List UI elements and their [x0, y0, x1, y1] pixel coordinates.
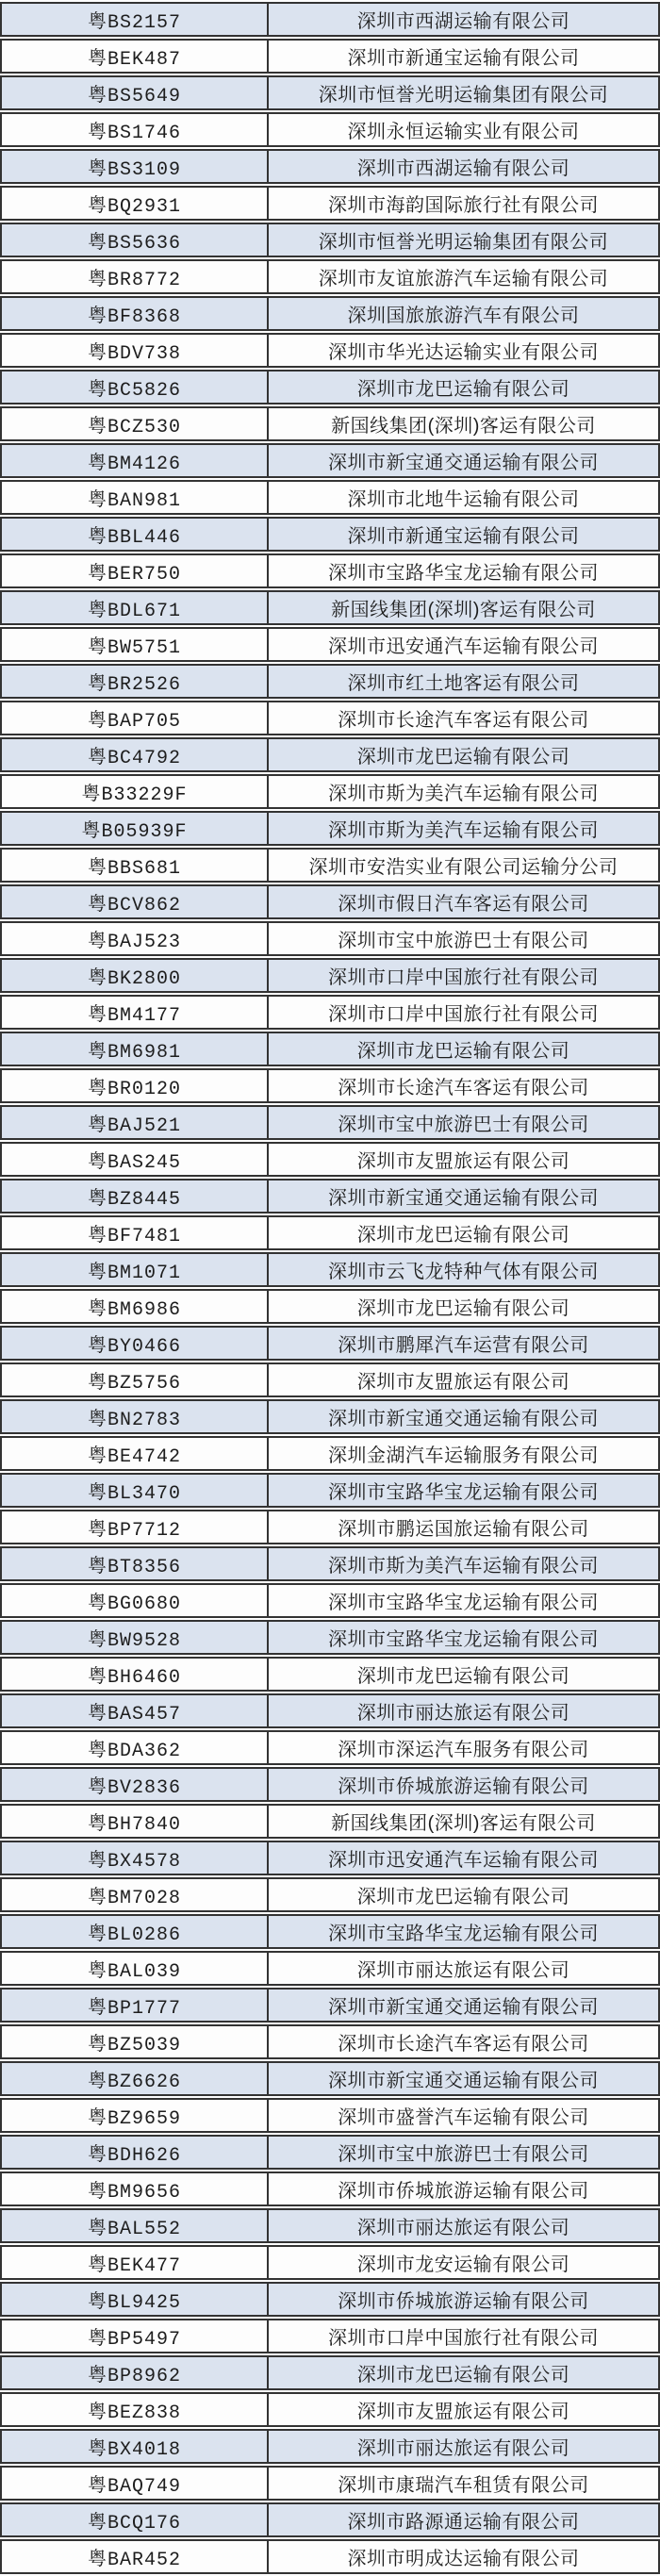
table-row [0, 737, 660, 772]
company-name-cell: 深圳市鹏运国旅运输有限公司 [338, 1519, 589, 1540]
plate-number-cell: 粤BCQ176 [2, 2504, 269, 2535]
table-row [0, 1988, 660, 2023]
table-row [0, 811, 660, 846]
plate-number-cell: 粤BN2783 [2, 1401, 269, 1432]
table-row [0, 2245, 660, 2280]
plate-number-cell: 粤BY0466 [2, 1328, 269, 1359]
table-row [0, 186, 660, 221]
plate-number-cell: 粤BX4578 [2, 1842, 269, 1874]
table-row [0, 333, 660, 368]
table-row [0, 884, 660, 919]
company-name-cell: 深圳市丽达旅运有限公司 [356, 1703, 570, 1724]
company-name-cell: 深圳市龙巴运输有限公司 [356, 1298, 570, 1319]
company-name-cell: 深圳市安浩实业有限公司运输分公司 [308, 857, 619, 878]
table-row [0, 259, 660, 294]
table-row [0, 958, 660, 993]
plate-number-cell: 粤BW5751 [2, 629, 269, 660]
plate-number-cell: 粤BP5497 [2, 2320, 269, 2352]
company-name-cell: 深圳市宝路华宝龙运输有限公司 [328, 563, 599, 584]
table-row [0, 1951, 660, 1986]
table-row [0, 480, 660, 515]
company-name-cell: 新国线集团(深圳)客运有限公司 [331, 600, 596, 620]
table-row [0, 1767, 660, 1802]
plate-number-cell: 粤BEK477 [2, 2247, 269, 2278]
table-row [0, 2135, 660, 2170]
plate-number-cell: 粤BZ6626 [2, 2063, 269, 2094]
table-row [0, 1841, 660, 1875]
plate-number-cell: 粤BZ5039 [2, 2026, 269, 2057]
company-name-cell: 深圳市龙巴运输有限公司 [356, 747, 570, 768]
table-row [0, 149, 660, 184]
company-name-cell: 深圳市宝路华宝龙运输有限公司 [328, 1924, 599, 1944]
company-name-cell: 深圳市丽达旅运有限公司 [356, 1960, 570, 1981]
table-row [0, 517, 660, 552]
plate-number-cell: 粤BT8356 [2, 1548, 269, 1579]
plate-number-cell: 粤BC5826 [2, 372, 269, 403]
company-name-cell: 深圳市长途汽车客运有限公司 [338, 1078, 589, 1098]
plate-number-cell: 粤BZ9659 [2, 2100, 269, 2131]
table-row [0, 664, 660, 699]
company-name-cell: 深圳市盛誉汽车运输有限公司 [338, 2107, 589, 2128]
company-name-cell: 深圳市龙巴运输有限公司 [356, 379, 570, 400]
company-name-cell: 深圳市友谊旅游汽车运输有限公司 [318, 269, 609, 289]
table-row [0, 1142, 660, 1177]
company-name-cell: 深圳市侨城旅游运输有限公司 [338, 2181, 589, 2202]
company-name-cell: 深圳市宝中旅游巴士有限公司 [338, 931, 589, 951]
plate-number-cell: 粤BZ8445 [2, 1181, 269, 1212]
company-name-cell: 深圳市恒誉光明运输集团有限公司 [318, 232, 609, 253]
table-row [0, 406, 660, 441]
plate-number-cell: 粤BH7840 [2, 1806, 269, 1837]
company-name-cell: 深圳市龙巴运输有限公司 [356, 1041, 570, 1062]
company-name-cell: 深圳市侨城旅游运输有限公司 [338, 1776, 589, 1797]
plate-number-cell: 粤BV2836 [2, 1769, 269, 1800]
table-row [0, 1032, 660, 1066]
plate-number-cell: 粤BS3109 [2, 151, 269, 182]
plate-number-cell: 粤BR0120 [2, 1070, 269, 1101]
company-name-cell: 深圳市康瑞汽车租赁有限公司 [338, 2475, 589, 2496]
table-row [0, 1289, 660, 1324]
company-name-cell: 深圳市龙巴运输有限公司 [356, 1666, 570, 1687]
company-name-cell: 深圳市斯为美汽车运输有限公司 [328, 1556, 599, 1577]
table-row [0, 1436, 660, 1471]
company-name-cell: 深圳市友盟旅运有限公司 [356, 2402, 570, 2422]
table-row [0, 2061, 660, 2096]
table-row [0, 223, 660, 257]
plate-number-cell: 粤BAL552 [2, 2210, 269, 2241]
company-name-cell: 深圳市口岸中国旅行社有限公司 [328, 1004, 599, 1025]
company-name-cell: 深圳市丽达旅运有限公司 [356, 2438, 570, 2459]
company-name-cell: 深圳市云飞龙特种气体有限公司 [328, 1262, 599, 1282]
company-name-cell: 深圳市新通宝运输有限公司 [347, 526, 580, 547]
table-row [0, 1546, 660, 1581]
company-name-cell: 深圳市宝中旅游巴士有限公司 [338, 1115, 589, 1135]
company-name-cell: 深圳市口岸中国旅行社有限公司 [328, 967, 599, 988]
table-row [0, 2392, 660, 2427]
company-name-cell: 深圳市宝路华宝龙运输有限公司 [328, 1482, 599, 1503]
company-name-cell: 深圳市迅安通汽车运输有限公司 [328, 1850, 599, 1871]
plate-number-cell: 粤BL3470 [2, 1475, 269, 1506]
table-row [0, 1510, 660, 1544]
plate-number-cell: 粤BF7481 [2, 1217, 269, 1248]
company-name-cell: 深圳市新宝通交通运输有限公司 [328, 453, 599, 473]
company-name-cell: 深圳永恒运输实业有限公司 [347, 122, 580, 142]
table-row [0, 443, 660, 478]
company-name-cell: 深圳市鹏犀汽车运营有限公司 [338, 1335, 589, 1356]
company-name-cell: 深圳市龙安运输有限公司 [356, 2254, 570, 2275]
plate-number-cell: 粤BG0680 [2, 1585, 269, 1616]
company-name-cell: 深圳市海韵国际旅行社有限公司 [328, 195, 599, 216]
table-row [0, 1179, 660, 1214]
table-row [0, 1326, 660, 1361]
company-name-cell: 深圳金湖汽车运输服务有限公司 [328, 1445, 599, 1466]
table-row [0, 627, 660, 662]
plate-number-cell: 粤BM9656 [2, 2173, 269, 2204]
company-name-cell: 深圳市明成达运输有限公司 [347, 2549, 580, 2569]
table-row [0, 1877, 660, 1912]
plate-number-cell: 粤BS2157 [2, 4, 269, 35]
company-name-cell: 深圳市斯为美汽车运输有限公司 [328, 820, 599, 841]
plate-number-cell: 粤BX4018 [2, 2431, 269, 2462]
company-name-cell: 深圳市西湖运输有限公司 [356, 158, 570, 179]
company-name-cell: 深圳市友盟旅运有限公司 [356, 1372, 570, 1393]
table-row [0, 848, 660, 883]
plate-number-cell: 粤BL9425 [2, 2284, 269, 2315]
plate-number-cell: 粤BH6460 [2, 1659, 269, 1690]
company-name-cell: 深圳市侨城旅游运输有限公司 [338, 2291, 589, 2312]
table-row [0, 296, 660, 331]
company-name-cell: 新国线集团(深圳)客运有限公司 [331, 416, 596, 437]
plate-number-cell: 粤BDA362 [2, 1732, 269, 1763]
company-name-cell: 深圳市友盟旅运有限公司 [356, 1151, 570, 1172]
table-row [0, 921, 660, 956]
company-name-cell: 深圳市龙巴运输有限公司 [356, 1887, 570, 1907]
company-name-cell: 深圳市新宝通交通运输有限公司 [328, 1409, 599, 1429]
company-name-cell: 深圳市新宝通交通运输有限公司 [328, 2071, 599, 2091]
company-name-cell: 深圳市口岸中国旅行社有限公司 [328, 2328, 599, 2349]
plate-number-cell: 粤BAN981 [2, 482, 269, 513]
plate-number-cell: 粤BM7028 [2, 1879, 269, 1910]
table-row [0, 1620, 660, 1655]
company-name-cell: 深圳市迅安通汽车运输有限公司 [328, 636, 599, 657]
table-row [0, 1105, 660, 1140]
table-row [0, 2, 660, 37]
table-row [0, 995, 660, 1030]
plate-number-cell: 粤BQ2931 [2, 188, 269, 219]
plate-number-cell: 粤BEK487 [2, 41, 269, 72]
company-name-cell: 深圳市新通宝运输有限公司 [347, 48, 580, 69]
plate-number-cell: 粤BAR452 [2, 2541, 269, 2572]
table-row [0, 1693, 660, 1728]
plate-number-cell: 粤BE4742 [2, 1438, 269, 1469]
company-name-cell: 深圳市宝路华宝龙运输有限公司 [328, 1629, 599, 1650]
plate-number-cell: 粤BR2526 [2, 666, 269, 697]
company-name-cell: 深圳市龙巴运输有限公司 [356, 2365, 570, 2386]
company-name-cell: 深圳市新宝通交通运输有限公司 [328, 1188, 599, 1209]
plate-number-cell: 粤BM6986 [2, 1291, 269, 1322]
table-row [0, 1730, 660, 1765]
company-name-cell: 深圳市宝路华宝龙运输有限公司 [328, 1593, 599, 1613]
table-row [0, 75, 660, 110]
plate-number-cell: 粤BBS681 [2, 850, 269, 881]
company-name-cell: 深圳市假日汽车客运有限公司 [338, 894, 589, 915]
plate-number-cell: 粤BBL446 [2, 519, 269, 550]
plate-number-cell: 粤BL0286 [2, 1916, 269, 1947]
plate-number-cell: 粤BM4126 [2, 445, 269, 476]
plate-number-cell: 粤BDL671 [2, 592, 269, 623]
table-row [0, 1657, 660, 1692]
plate-number-cell: 粤BAQ749 [2, 2468, 269, 2499]
table-row [0, 112, 660, 147]
plate-number-cell: 粤BS5636 [2, 224, 269, 256]
table-row [0, 1068, 660, 1103]
plate-number-cell: 粤BR8772 [2, 261, 269, 292]
table-row [0, 2024, 660, 2059]
plate-number-cell: 粤BM6981 [2, 1033, 269, 1065]
table-row [0, 1399, 660, 1434]
company-name-cell: 深圳市红土地客运有限公司 [347, 673, 580, 694]
table-row [0, 1583, 660, 1618]
table-row [0, 701, 660, 735]
company-name-cell: 深圳市斯为美汽车运输有限公司 [328, 784, 599, 804]
plate-number-cell: 粤BP8962 [2, 2357, 269, 2388]
plate-number-cell: 粤BAL039 [2, 1953, 269, 1984]
table-row [0, 1252, 660, 1287]
table-row [0, 2282, 660, 2317]
company-name-cell: 深圳市新宝通交通运输有限公司 [328, 1997, 599, 2018]
plate-number-cell: 粤BAJ521 [2, 1107, 269, 1138]
plate-number-cell: 粤BP1777 [2, 1990, 269, 2021]
plate-number-cell: 粤B33229F [2, 776, 269, 807]
company-name-cell: 深圳市丽达旅运有限公司 [356, 2218, 570, 2238]
table-row [0, 2098, 660, 2133]
table-row [0, 590, 660, 625]
plate-number-cell: 粤BCV862 [2, 886, 269, 917]
plate-number-cell: 粤BAJ523 [2, 923, 269, 954]
plate-number-cell: 粤BW9528 [2, 1622, 269, 1653]
table-row [0, 1362, 660, 1397]
company-name-cell: 深圳市路源通运输有限公司 [347, 2512, 580, 2533]
company-name-cell: 深圳市西湖运输有限公司 [356, 11, 570, 32]
company-name-cell: 深圳市宝中旅游巴士有限公司 [338, 2144, 589, 2165]
table-row [0, 2539, 660, 2574]
table-row [0, 2466, 660, 2501]
table-row [0, 553, 660, 588]
plate-number-cell: 粤BM1071 [2, 1254, 269, 1285]
company-name-cell: 新国线集团(深圳)客运有限公司 [331, 1813, 596, 1834]
table-row [0, 2319, 660, 2353]
table-row [0, 2171, 660, 2206]
plate-number-cell: 粤BDH626 [2, 2137, 269, 2168]
table-row [0, 39, 660, 74]
table-row [0, 2208, 660, 2243]
plate-number-cell: 粤BAP705 [2, 702, 269, 734]
company-name-cell: 深圳市华光达运输实业有限公司 [328, 342, 599, 363]
plate-number-cell: 粤BDV738 [2, 335, 269, 366]
company-name-cell: 深圳国旅旅游汽车有限公司 [347, 305, 580, 326]
plate-number-cell: 粤BS1746 [2, 114, 269, 145]
table-row [0, 1215, 660, 1250]
plate-number-cell: 粤BAS457 [2, 1695, 269, 1726]
plate-number-cell: 粤BAS245 [2, 1144, 269, 1175]
company-name-cell: 深圳市龙巴运输有限公司 [356, 1225, 570, 1246]
plate-number-cell: 粤BP7712 [2, 1511, 269, 1543]
plate-number-cell: 粤B05939F [2, 813, 269, 844]
plate-number-cell: 粤BZ5756 [2, 1364, 269, 1395]
table-row [0, 774, 660, 809]
company-name-cell: 深圳市北地牛运输有限公司 [347, 489, 580, 510]
table-row [0, 1804, 660, 1839]
plate-number-cell: 粤BK2800 [2, 960, 269, 991]
table-row [0, 370, 660, 405]
plate-number-cell: 粤BC4792 [2, 739, 269, 770]
table-row [0, 1914, 660, 1949]
table-row [0, 2429, 660, 2464]
company-name-cell: 深圳市长途汽车客运有限公司 [338, 2034, 589, 2055]
table-row [0, 2355, 660, 2390]
table-row [0, 2502, 660, 2537]
plate-number-cell: 粤BS5649 [2, 77, 269, 108]
company-name-cell: 深圳市长途汽车客运有限公司 [338, 710, 589, 731]
company-name-cell: 深圳市恒誉光明运输集团有限公司 [318, 85, 609, 106]
plate-number-cell: 粤BER750 [2, 555, 269, 586]
plate-number-cell: 粤BF8368 [2, 298, 269, 329]
plate-number-cell: 粤BCZ530 [2, 408, 269, 439]
plate-number-cell: 粤BM4177 [2, 997, 269, 1028]
plate-number-cell: 粤BEZ838 [2, 2394, 269, 2425]
company-name-cell: 深圳市深运汽车服务有限公司 [338, 1740, 589, 1760]
table-row [0, 1473, 660, 1508]
